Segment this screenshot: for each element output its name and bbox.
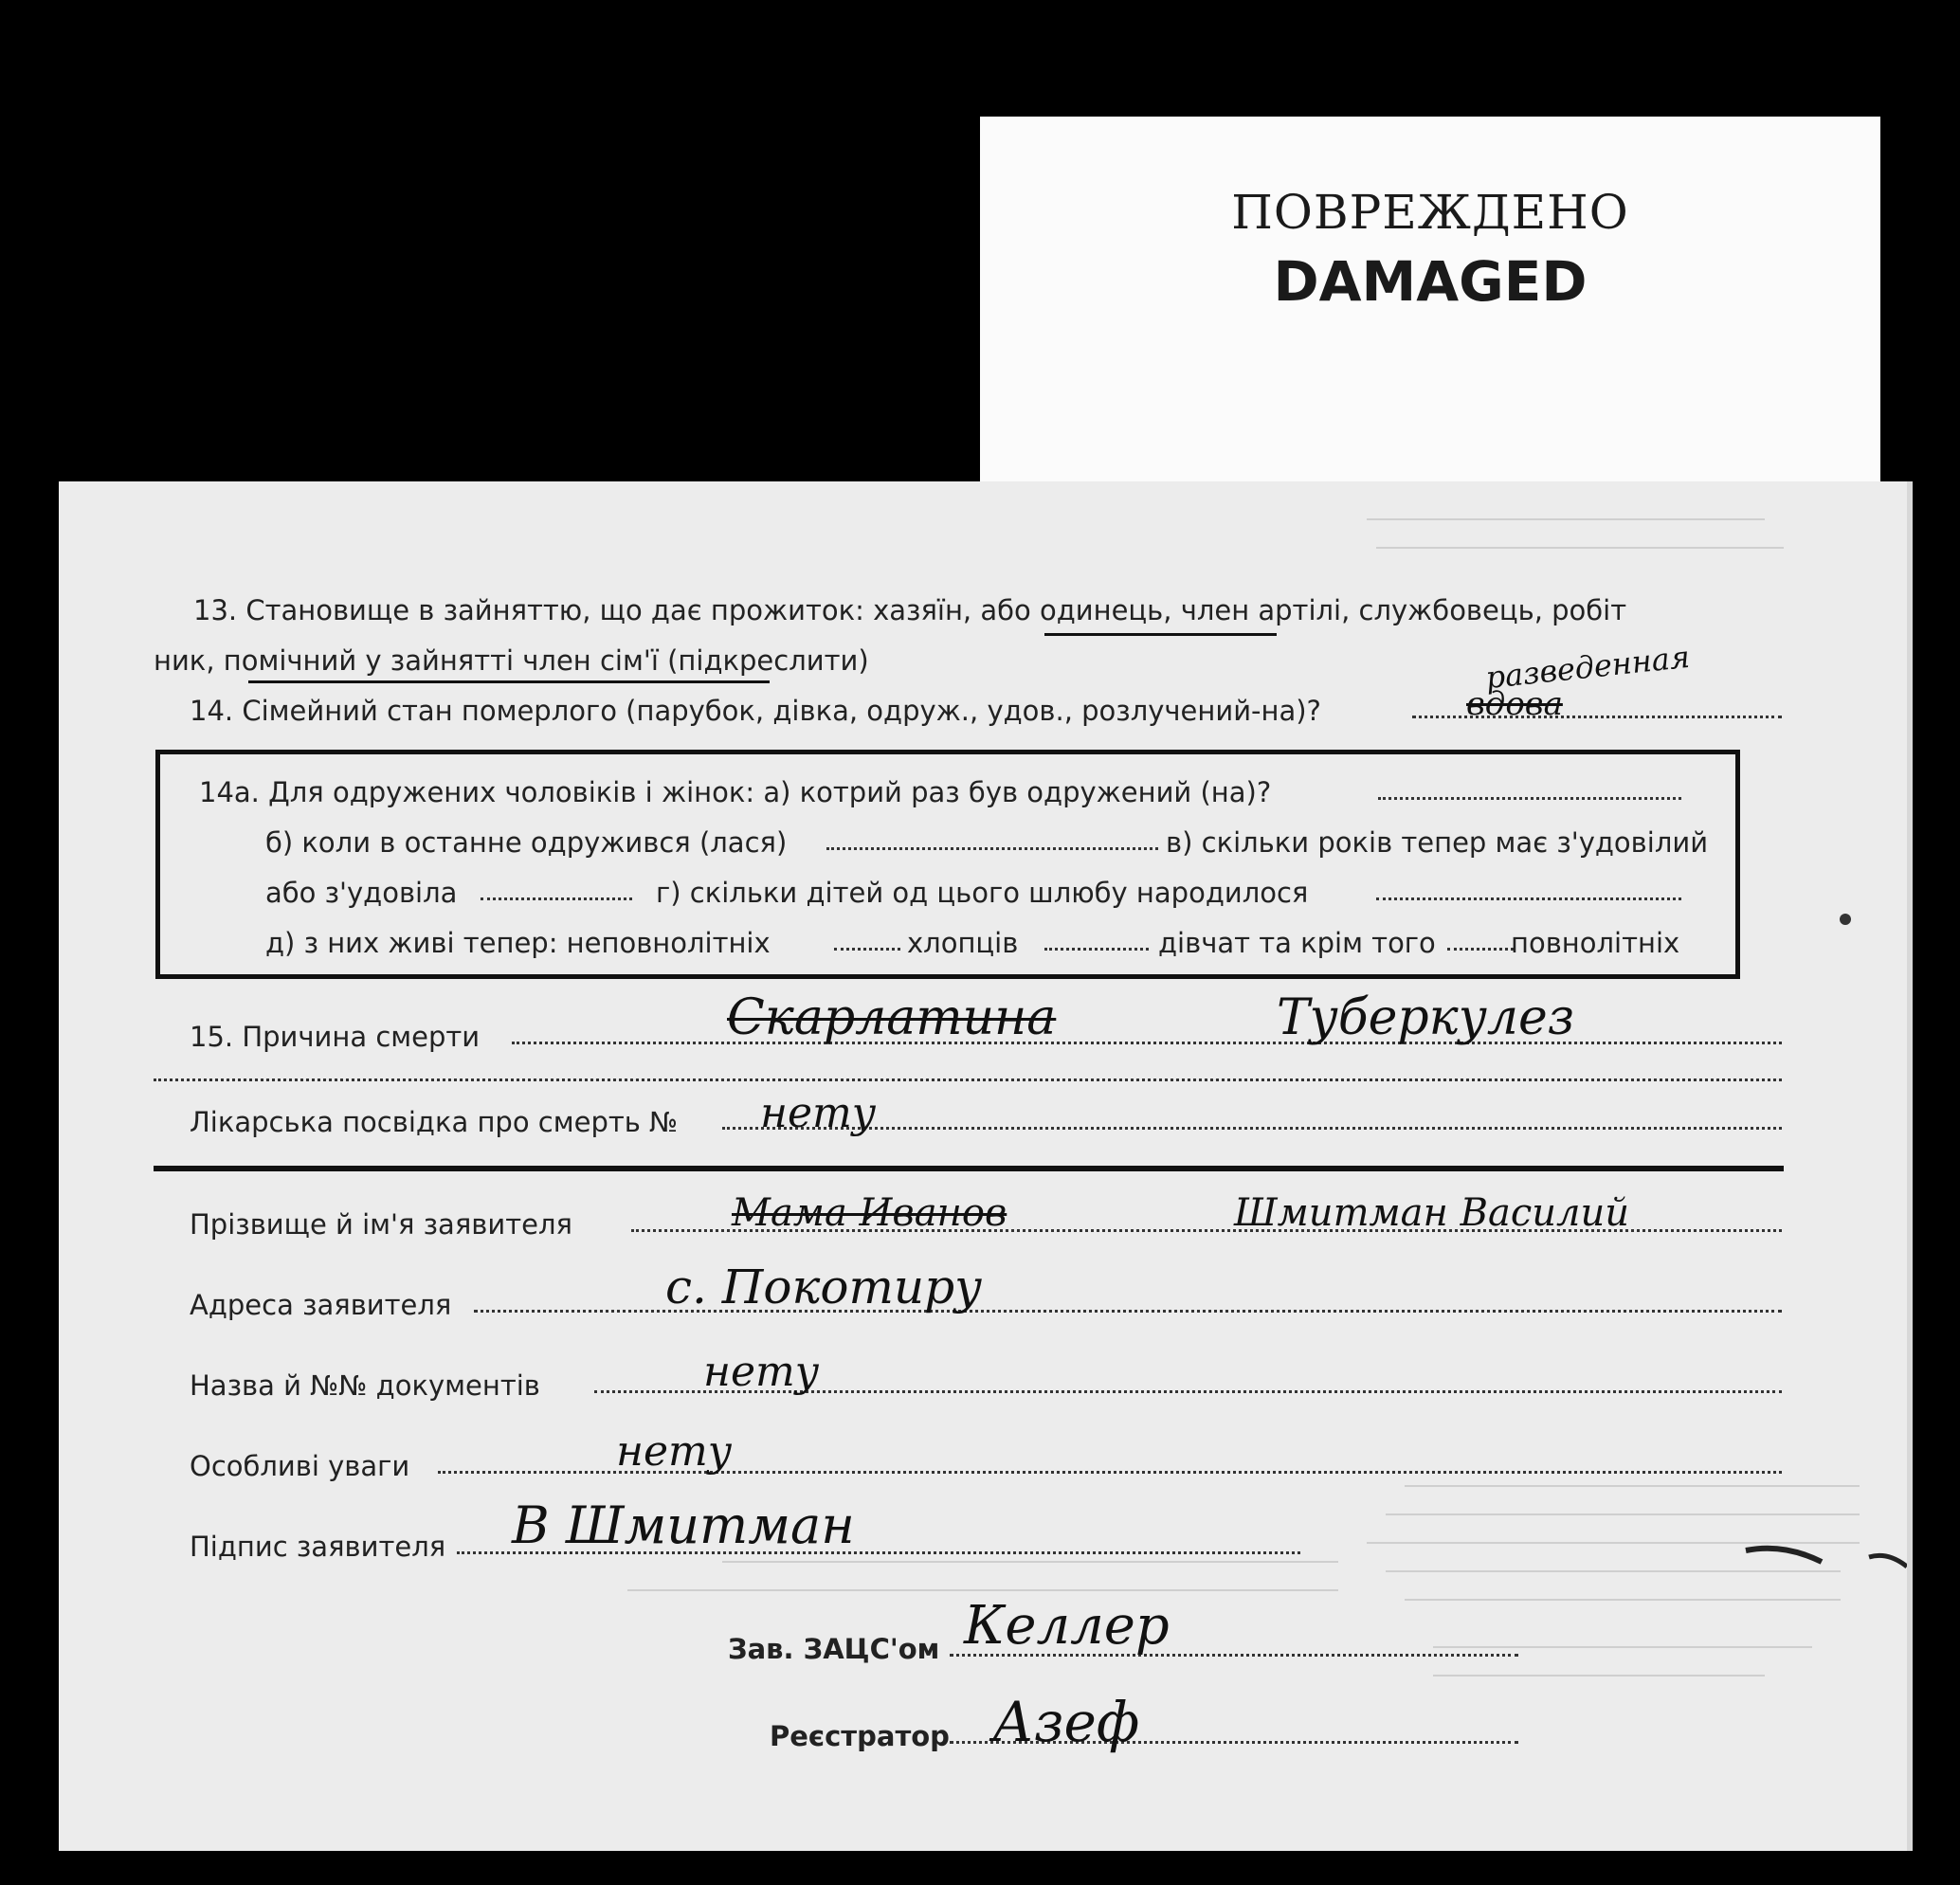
q15-answer: Туберкулез — [1277, 989, 1575, 1046]
q15-dots-2 — [154, 1078, 1782, 1081]
q14a-dots-4 — [1376, 897, 1681, 900]
applicant-name: Шмитман Василий — [1234, 1191, 1629, 1235]
q13-underline-single — [1044, 633, 1277, 636]
applicant-name-struck: Мама Иванов — [732, 1191, 1007, 1235]
applicant-address-label: Адреса заявителя — [190, 1289, 452, 1321]
q14-answer-note: разведенная — [1483, 638, 1692, 697]
q14a-line4d: повнолітніх — [1511, 927, 1680, 959]
q14a-dots-7 — [1447, 948, 1514, 951]
q14a-line3a: або з'удовіла — [265, 877, 458, 909]
notice-russian: ПОВРЕЖДЕНО — [1231, 185, 1629, 240]
q15-label: 15. Причина смерти — [190, 1021, 481, 1053]
documents-label: Назва й №№ документів — [190, 1369, 540, 1402]
head-sign: Келлер — [964, 1595, 1170, 1657]
q14a-line4b: хлопців — [907, 927, 1019, 959]
documents-answer: нету — [703, 1348, 820, 1396]
remarks-answer: нету — [616, 1427, 733, 1476]
q13-line2: ник, помічний у зайнятті член сім'ї (підкреслити) — [154, 644, 869, 677]
applicant-name-label: Прізвище й ім'я заявителя — [190, 1208, 572, 1241]
cert-dots — [722, 1127, 1782, 1130]
q14a-dots-6 — [1044, 948, 1149, 951]
cert-label: Лікарська посвідка про смерть № — [190, 1106, 679, 1138]
section-divider — [154, 1166, 1784, 1171]
q14a-line4c: дівчат та крім того — [1158, 927, 1436, 959]
q14-answer-struck: вдова — [1466, 685, 1563, 723]
q13-line1: 13. Становище в зайняттю, що дає прожиток: хазяїн, або одинець, член артілі, службовець, робіт — [193, 594, 1627, 626]
q14a-dots-3 — [481, 897, 632, 900]
q15-answer-struck: Скарлатина — [727, 989, 1057, 1046]
remarks-label: Особливі уваги — [190, 1450, 410, 1482]
damaged-notice-card — [980, 117, 1880, 496]
q14a-line2b: в) скільки років тепер має з'удовілий — [1166, 826, 1709, 859]
registrar-sign: Азеф — [992, 1690, 1140, 1754]
q15-dots — [512, 1042, 1782, 1044]
cert-answer: нету — [760, 1089, 877, 1137]
notice-english: DAMAGED — [1273, 249, 1588, 314]
q14a-dots-2 — [826, 847, 1158, 850]
q13-underline-family — [248, 680, 770, 683]
q14a-line4a: д) з них живі тепер: неповнолітніх — [265, 927, 771, 959]
head-label: Зав. ЗАЦС'ом — [728, 1633, 940, 1665]
applicant-sign-label: Підпис заявителя — [190, 1531, 446, 1563]
q14a-dots-1 — [1378, 797, 1681, 800]
q14a-line3b: г) скільки дітей од цього шлюбу народилося — [656, 877, 1309, 909]
applicant-sign: В Шмитман — [512, 1495, 855, 1555]
registrar-label: Реєстратор — [770, 1720, 950, 1752]
applicant-address: с. Покотиру — [665, 1260, 983, 1314]
q14a-dots-5 — [834, 948, 900, 951]
death-record-form — [59, 481, 1913, 1851]
q14a-line2a: б) коли в останне одружився (лася) — [265, 826, 788, 859]
q14a-line1: 14а. Для одружених чоловіків і жінок: а) котрий раз був одружений (на)? — [199, 776, 1272, 808]
q14-label: 14. Сімейний стан померлого (парубок, дівка, одруж., удов., розлучений-на)? — [190, 695, 1321, 727]
